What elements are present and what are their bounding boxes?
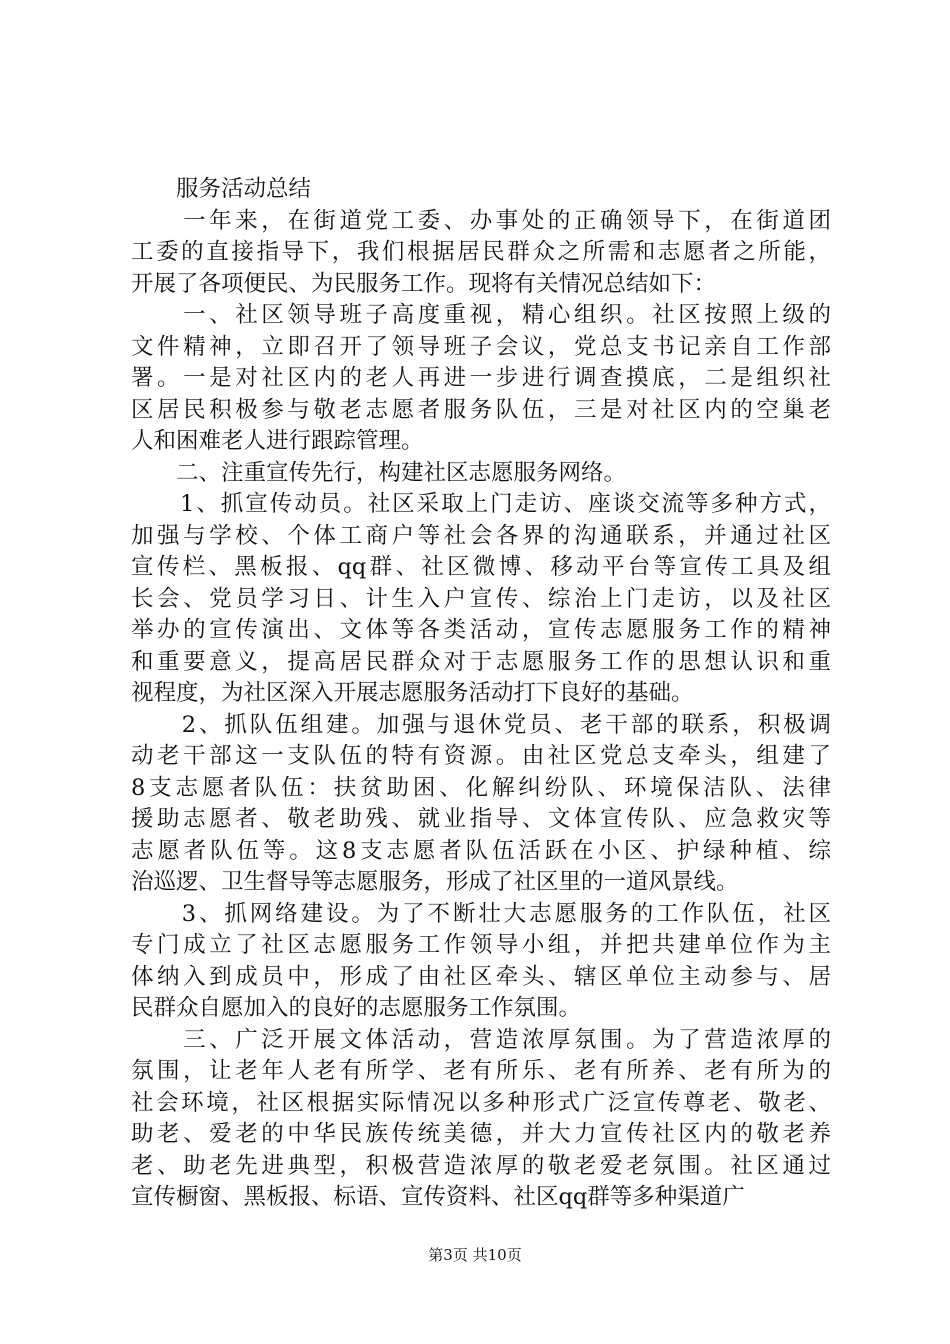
- text-line: 署。一是对社区内的老人再进一步进行调查摸底，二是组织社: [131, 365, 831, 391]
- text-line: 8支志愿者队伍：扶贫助困、化解纠纷队、环境保洁队、法律: [131, 774, 831, 801]
- text-line: 工委的直接指导下，我们根据居民群众之所需和志愿者之所能，: [131, 239, 831, 265]
- text-line: 志愿者队伍等。这8支志愿者队伍活跃在小区、护绿种植、综: [131, 837, 831, 864]
- text-line: 民群众自愿加入的良好的志愿服务工作氛围。: [131, 995, 582, 1021]
- text-line: 援助志愿者、敬老助残、就业指导、文体宣传队、应急救灾等: [131, 806, 831, 832]
- text-line: 开展了各项便民、为民服务工作。现将有关情况总结如下：: [131, 270, 717, 297]
- text-line: 长会、党员学习日、计生入户宣传、综治上门走访，以及社区: [131, 585, 831, 612]
- text-line: 二、注重宣传先行，构建社区志愿服务网络。: [131, 459, 627, 486]
- text-line: 加强与学校、个体工商户等社会各界的沟通联系，并通过社区: [131, 522, 831, 549]
- text-line: 一、社区领导班子高度重视，精心组织。社区按照上级的: [131, 302, 831, 328]
- text-line: 老、助老先进典型，积极营造浓厚的敬老爱老氛围。社区通过: [131, 1152, 831, 1179]
- text-line: 宣传橱窗、黑板报、标语、宣传资料、社区qq群等多种渠道广: [131, 1184, 745, 1210]
- document-body: [131, 174, 831, 1214]
- document-title: 服务活动总结: [131, 176, 312, 202]
- text-line: 社会环境，社区根据实际情况以多种形式广泛宣传尊老、敬老、: [131, 1089, 831, 1116]
- text-line: 动老干部这一支队伍的特有资源。由社区党总支牵头，组建了: [131, 743, 831, 769]
- text-line: 和重要意义，提高居民群众对于志愿服务工作的思想认识和重: [131, 648, 831, 675]
- text-line: 区居民积极参与敬老志愿者服务队伍，三是对社区内的空巢老: [131, 396, 831, 423]
- text-line: 专门成立了社区志愿服务工作领导小组，并把共建单位作为主: [131, 932, 831, 958]
- text-line: 3、抓网络建设。为了不断壮大志愿服务的工作队伍，社区: [131, 900, 831, 927]
- text-line: 视程度，为社区深入开展志愿服务活动打下良好的基础。: [131, 680, 694, 706]
- text-line: 体纳入到成员中，形成了由社区牵头、辖区单位主动参与、居: [131, 963, 831, 990]
- text-line: 氛围，让老年人老有所学、老有所乐、老有所养、老有所为的: [131, 1058, 831, 1084]
- text-line: 治巡逻、卫生督导等志愿服务，形成了社区里的一道风景线。: [131, 869, 739, 895]
- text-line: 三、广泛开展文体活动，营造浓厚氛围。为了营造浓厚的: [131, 1026, 831, 1053]
- text-line: 举办的宣传演出、文体等各类活动，宣传志愿服务工作的精神: [131, 617, 831, 643]
- text-line: 宣传栏、黑板报、qq群、社区微博、移动平台等宣传工具及组: [131, 554, 831, 580]
- page-footer: 第3页 共10页: [428, 1246, 522, 1264]
- text-line: 助老、爱老的中华民族传统美德，并大力宣传社区内的敬老养: [131, 1121, 831, 1147]
- text-line: 人和困难老人进行跟踪管理。: [131, 428, 424, 454]
- text-line: 1、抓宣传动员。社区采取上门走访、座谈交流等多种方式，: [131, 491, 831, 517]
- text-line: 2、抓队伍组建。加强与退休党员、老干部的联系，积极调: [131, 711, 831, 738]
- text-line: 一年来，在街道党工委、办事处的正确领导下，在街道团: [131, 207, 831, 234]
- text-line: 文件精神，立即召开了领导班子会议，党总支书记亲自工作部: [131, 333, 831, 360]
